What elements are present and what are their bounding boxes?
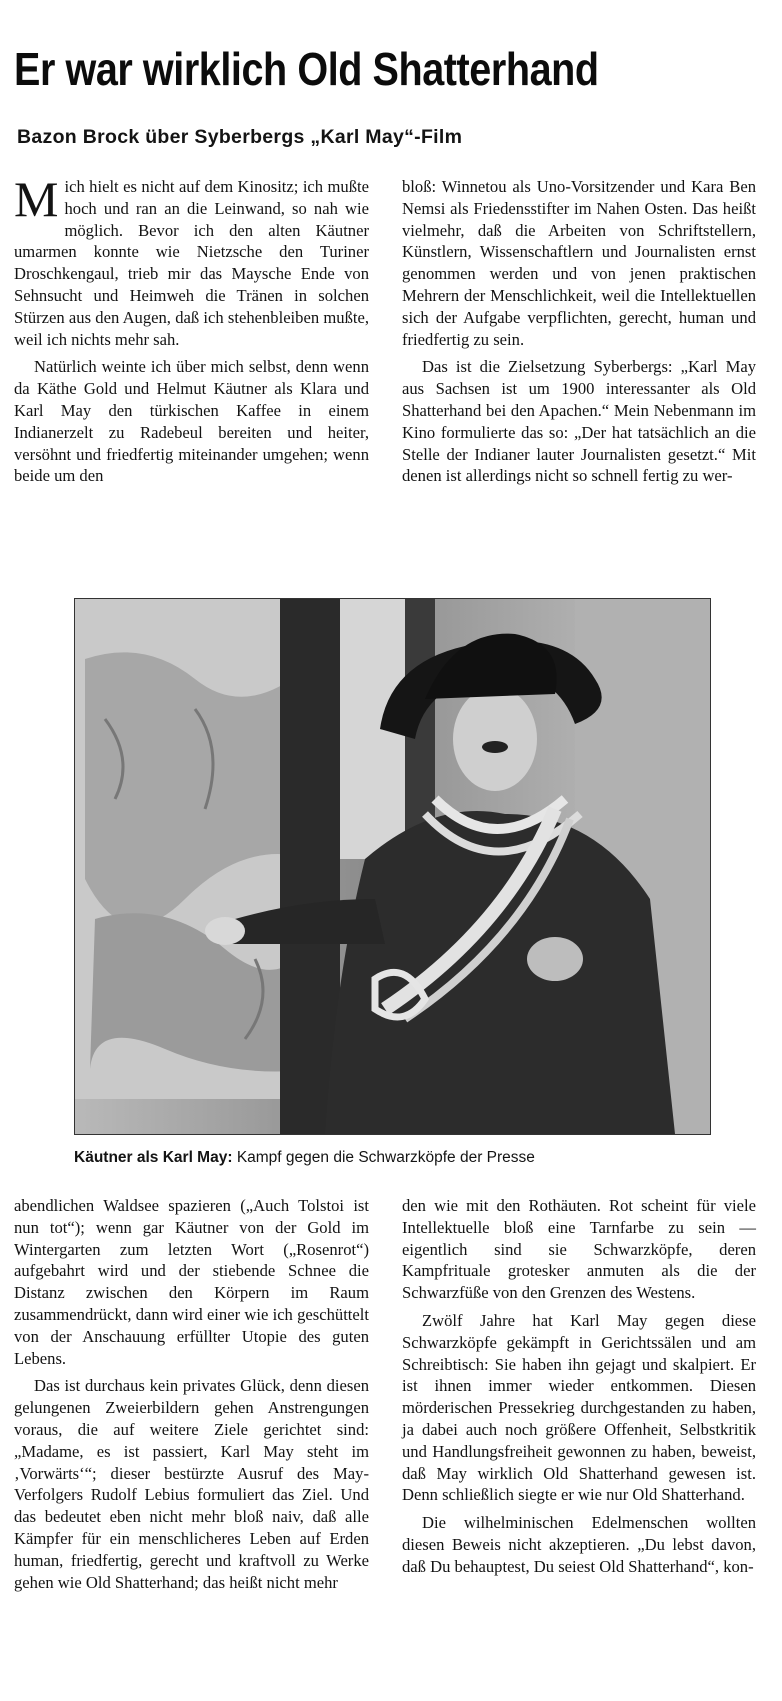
- caption-text: Kampf gegen die Schwarzköpfe der Presse: [236, 1149, 535, 1166]
- headline: Er war wirklich Old Shatterhand: [14, 43, 599, 95]
- column-top-left: [14, 171, 369, 487]
- article-photo: [74, 598, 711, 1135]
- paragraph: abendlichen Waldsee spazieren („Auch Tolstoi ist nun tot“); wenn gar Käutner von der Gold im Wintergarten zum letzten Wort („Rosenrot“) aufgebahrt wird und der stiebende Schnee die Distanz zwischen den Körpern im Raum zusammendrückt, dann wird einer wie ich geschüttelt von der Anschauung erfüllter Utopie des guten Lebens.: [14, 1196, 369, 1368]
- paragraph: Das ist durchaus kein privates Glück, denn diesen gelungenen Zweierbildern gehen Anstrengungen voraus, die auf weitere Ziele gerichtet sind: „Madame, es ist passiert, Karl May steht im ‚Vorwärts‘“; dieser bestürzte Ausruf des May-Verfolgers Rudolf Lebius formuliert das Ziel. Und das bedeutet eben nicht mehr bloß naiv, daß alle Kämpfer für ein menschlicheres Leben auf Erden human, friedfertig, gerecht und kraftvoll zu Werke gehen wie Old Shatterhand; das heißt nicht mehr: [14, 1376, 369, 1592]
- paragraph: [14, 171, 369, 350]
- column-bottom-left: [14, 1195, 369, 1593]
- paragraph: Das ist die Zielsetzung Syberbergs: „Karl May aus Sachsen ist um 1900 interessanter als Old Shatterhand bei den Apachen.“ Mein Nebenmann im Kino formulierte das so: „Der hat tatsächlich an die Stelle der Indianer lauter Journalisten gesetzt.“ Mit denen ist allerdings nicht so schnell fertig zu wer-: [402, 357, 756, 486]
- photo-caption: [74, 1148, 714, 1168]
- paragraph: Zwölf Jahre hat Karl May gegen diese Schwarzköpfe gekämpft in Gerichtssälen und am Schreibtisch: Sie haben ihn gejagt und skalpiert. Er ist ihnen immer wieder entkommen. Diesen mörderischen Pressekrieg durchgestanden zu haben, ja dabei auch noch größere Offenheit, Selbstkritik und Handlungsfreiheit gewonnen zu haben, beweist, daß May wirklich Old Shatterhand gewesen ist. Denn schließlich siegte er wie nur Old Shatterhand.: [402, 1310, 756, 1505]
- subheadline: Bazon Brock über Syberbergs „Karl May“-Film: [17, 126, 463, 148]
- paragraph: Die wilhelminischen Edelmenschen wollten diesen Beweis nicht akzeptieren. „Du lebst davon, daß Du behauptest, Du seiest Old Shatterhand“, kon-: [402, 1513, 756, 1576]
- caption-lead: Käutner als Karl May:: [74, 1149, 233, 1166]
- column-top-right: [402, 176, 756, 487]
- column-bottom-right: [402, 1195, 756, 1578]
- paragraph-text: ich hielt es nicht auf dem Kinositz; ich mußte hoch und ran an die Leinwand, so nah wie möglich. Bevor ich den alten Käutner umarmen konnte wie Nietzsche den Turiner Droschkengaul, trieb mir das Maysche Ende von Sehnsucht und Heimweh die Tränen in solchen Stürzen aus den Augen, daß ich stehenbleiben mußte, weil ich nichts mehr sah.: [14, 177, 369, 349]
- photo-illustration: [75, 599, 710, 1134]
- paragraph: den wie mit den Rothäuten. Rot scheint für viele Intellektuelle bloß eine Tarnfarbe zu sein — eigentlich sind sie Schwarzköpfe, deren Kampfrituale grotesker anmuten als die der Schwarzfüße von den Grenzen des Westens.: [402, 1196, 756, 1303]
- drop-cap: M: [14, 171, 59, 227]
- paragraph: Natürlich weinte ich über mich selbst, denn wenn da Käthe Gold und Helmut Käutner als Klara und Karl May den türkischen Kaffee in einem Indianerzelt zu Radebeul bereiten und heiter, versöhnt und friedfertig miteinander umgehen; wenn beide um den: [14, 357, 369, 486]
- paragraph: bloß: Winnetou als Uno-Vorsitzender und Kara Ben Nemsi als Friedensstifter im Nahen Osten. Das heißt vielmehr, daß die Arbeiten von Schriftstellern, Künstlern, Wissenschaftlern und Journalisten ernst genommen werden und von jenen praktischen Mehrern der Menschlichkeit, weil die Intellektuellen sich der Aufgabe verpflichten, gerecht, human und friedfertig zu sein.: [402, 177, 756, 349]
